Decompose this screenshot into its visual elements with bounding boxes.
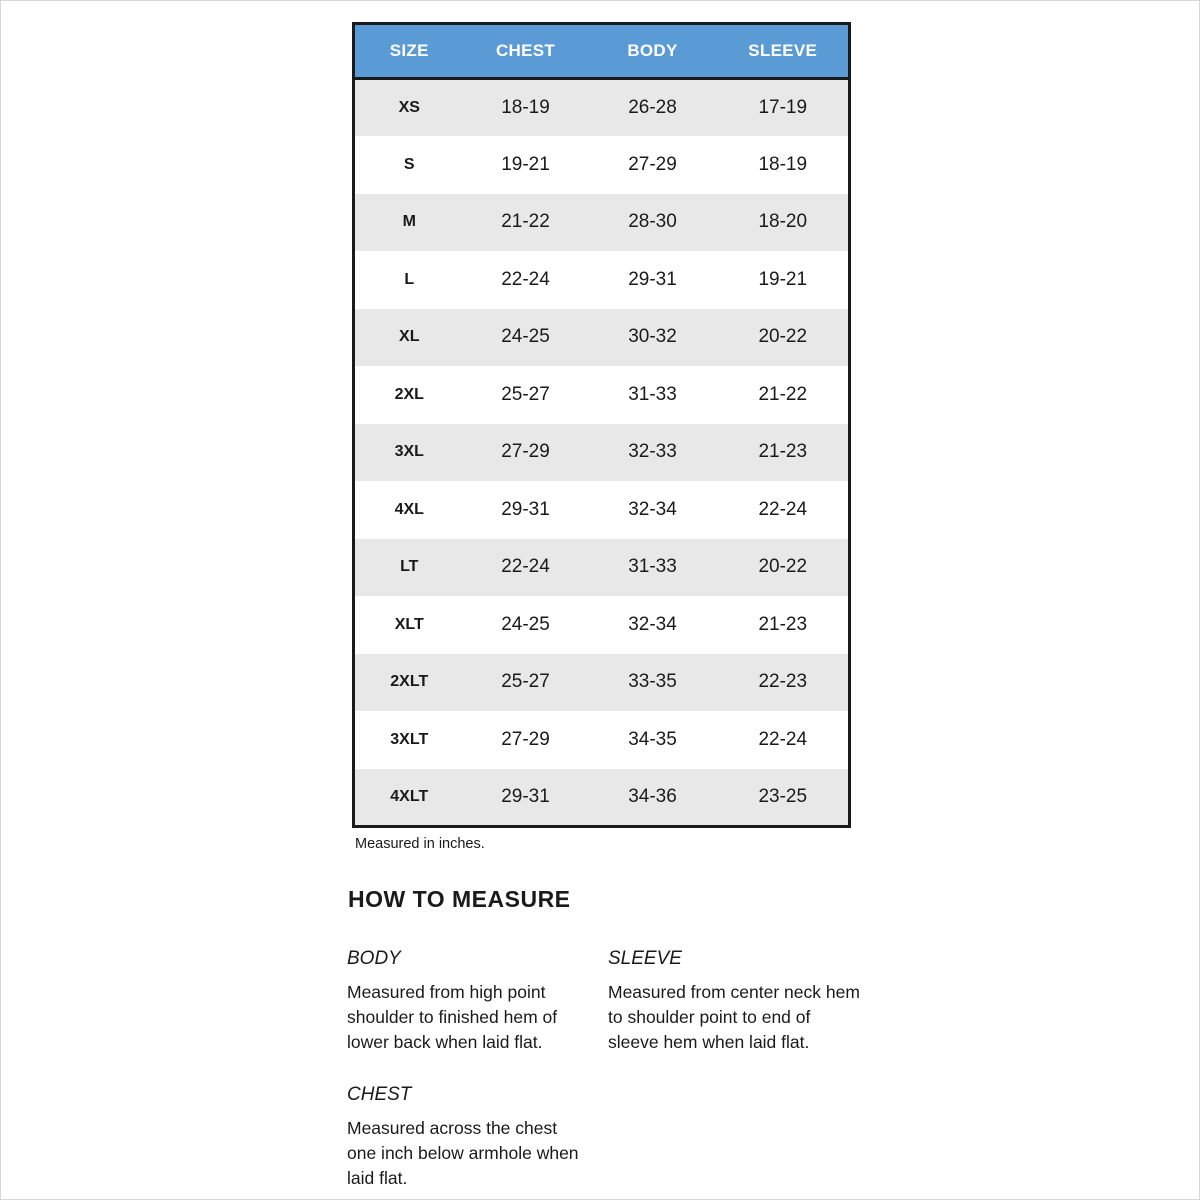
header-row	[354, 24, 850, 79]
chest-cell: 22-24	[464, 251, 588, 309]
measure-text-sleeve: Measured from center neck hem to shoulder point to end of sleeve hem when laid flat.	[608, 982, 860, 1052]
body-cell: 32-33	[588, 424, 718, 482]
chest-cell: 24-25	[464, 596, 588, 654]
chest-cell: 19-21	[464, 136, 588, 194]
measure-label-body: BODY	[347, 948, 401, 969]
body-cell: 32-34	[588, 596, 718, 654]
chest-cell: 24-25	[464, 309, 588, 367]
table-row	[354, 251, 850, 309]
size-cell: 3XLT	[354, 711, 464, 769]
size-cell: 4XL	[354, 481, 464, 539]
table-row	[354, 309, 850, 367]
size-cell: 2XLT	[354, 654, 464, 712]
sleeve-cell: 17-19	[718, 79, 850, 137]
size-chart	[352, 22, 848, 828]
chest-cell: 25-27	[464, 654, 588, 712]
sleeve-cell: 18-19	[718, 136, 850, 194]
chest-cell: 18-19	[464, 79, 588, 137]
size-cell: XLT	[354, 596, 464, 654]
sleeve-cell: 23-25	[718, 769, 850, 827]
size-cell: XS	[354, 79, 464, 137]
measure-section-chest	[347, 1084, 587, 1191]
column-header-size: SIZE	[354, 24, 464, 79]
body-cell: 26-28	[588, 79, 718, 137]
measure-section-body	[347, 948, 587, 1055]
chest-cell: 29-31	[464, 481, 588, 539]
size-cell: S	[354, 136, 464, 194]
measure-text-body: Measured from high point shoulder to finished hem of lower back when laid flat.	[347, 982, 558, 1052]
sleeve-cell: 20-22	[718, 309, 850, 367]
table-row	[354, 79, 850, 137]
column-header-chest: CHEST	[464, 24, 588, 79]
body-cell: 31-33	[588, 539, 718, 597]
table-row	[354, 424, 850, 482]
sleeve-cell: 21-23	[718, 596, 850, 654]
chest-cell: 21-22	[464, 194, 588, 252]
chest-cell: 25-27	[464, 366, 588, 424]
measure-section-sleeve	[608, 948, 860, 1055]
sleeve-cell: 22-24	[718, 481, 850, 539]
sleeve-cell: 21-23	[718, 424, 850, 482]
table-row	[354, 136, 850, 194]
size-cell: L	[354, 251, 464, 309]
size-cell: 3XL	[354, 424, 464, 482]
size-cell: 4XLT	[354, 769, 464, 827]
table-row	[354, 194, 850, 252]
measure-label-sleeve: SLEEVE	[608, 948, 682, 969]
sleeve-cell: 19-21	[718, 251, 850, 309]
size-cell: 2XL	[354, 366, 464, 424]
column-header-body: BODY	[588, 24, 718, 79]
column-header-sleeve: SLEEVE	[718, 24, 850, 79]
measure-text-chest: Measured across the chest one inch below armhole when laid flat.	[347, 1118, 579, 1188]
size-cell: LT	[354, 539, 464, 597]
body-cell: 29-31	[588, 251, 718, 309]
sleeve-cell: 21-22	[718, 366, 850, 424]
sleeve-cell: 22-24	[718, 711, 850, 769]
size-chart-table	[352, 22, 851, 828]
body-cell: 30-32	[588, 309, 718, 367]
sleeve-cell: 20-22	[718, 539, 850, 597]
table-row	[354, 366, 850, 424]
body-cell: 31-33	[588, 366, 718, 424]
body-cell: 28-30	[588, 194, 718, 252]
sleeve-cell: 18-20	[718, 194, 850, 252]
chest-cell: 27-29	[464, 711, 588, 769]
table-row	[354, 596, 850, 654]
body-cell: 34-36	[588, 769, 718, 827]
chest-cell: 27-29	[464, 424, 588, 482]
table-row	[354, 539, 850, 597]
chest-cell: 29-31	[464, 769, 588, 827]
body-cell: 33-35	[588, 654, 718, 712]
table-footnote: Measured in inches.	[355, 836, 485, 852]
size-cell: M	[354, 194, 464, 252]
table-row	[354, 481, 850, 539]
body-cell: 34-35	[588, 711, 718, 769]
body-cell: 27-29	[588, 136, 718, 194]
size-cell: XL	[354, 309, 464, 367]
chest-cell: 22-24	[464, 539, 588, 597]
body-cell: 32-34	[588, 481, 718, 539]
sleeve-cell: 22-23	[718, 654, 850, 712]
how-to-measure-title: HOW TO MEASURE	[348, 886, 571, 912]
table-row	[354, 711, 850, 769]
measure-label-chest: CHEST	[347, 1084, 412, 1105]
table-row	[354, 769, 850, 827]
table-row	[354, 654, 850, 712]
